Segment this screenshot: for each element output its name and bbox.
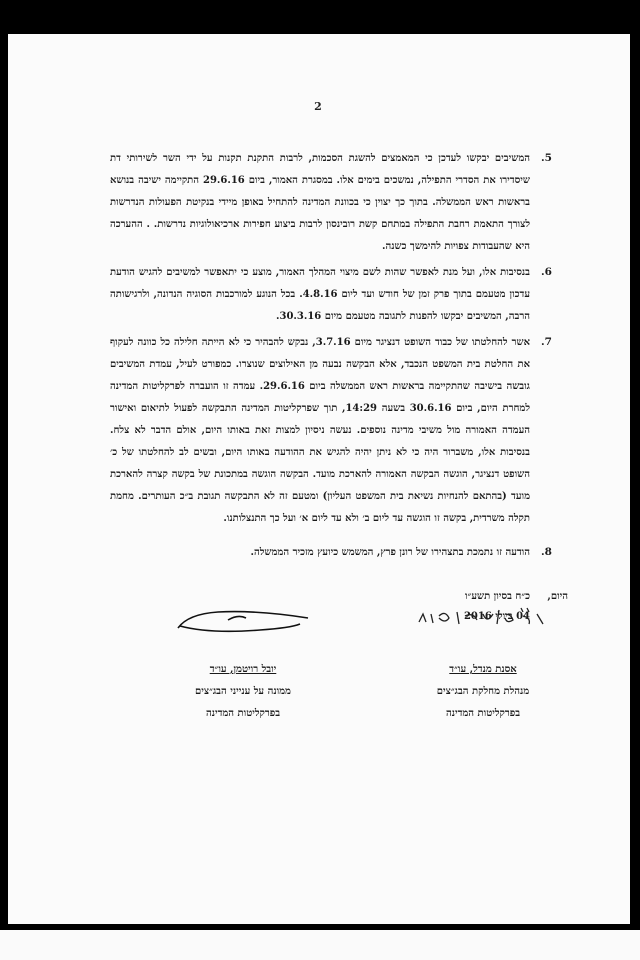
next-page-edge bbox=[0, 930, 640, 960]
hebrew-date: כ״ח בסיון תשע״ו bbox=[465, 591, 530, 602]
paragraph-text: הודעה זו נתמכת בתצהירו של רונן פרץ, המשמש כיועץ מזכיר הממשלה. bbox=[250, 547, 530, 558]
paragraph-number: .7 bbox=[541, 336, 552, 348]
signatory-org: בפרקליטות המדינה bbox=[445, 708, 521, 719]
paragraph-number: .6 bbox=[541, 266, 552, 278]
paragraph-number: .5 bbox=[541, 152, 552, 164]
document-page bbox=[8, 34, 630, 924]
signatory-title: ממונה על ענייני הבג״צים bbox=[194, 686, 291, 697]
signature-block-left bbox=[173, 659, 313, 725]
paragraph-number: .8 bbox=[541, 546, 552, 558]
handwritten-signature-right bbox=[413, 602, 553, 632]
signatory-org: בפרקליטות המדינה bbox=[205, 708, 281, 719]
signatory-name: אסנת מנדל, עו״ד bbox=[449, 664, 517, 675]
signatory-title: מנהלת מחלקת הבג״צים bbox=[436, 686, 530, 697]
paragraph-text: אשר להחלטתו של כבוד השופט דנציגר מיום 3.7.16, נבקש להבהיר כי לא הייתה חלילה כל כוונה לעקוף את החלטת בית המשפט הנכבד, אלא הבקשה נבעה מן האילוצים שנוצרו. כמפורט לעיל, עמדת המשיבים גובשה בישיבה שהתקיימה בראשות ראש הממשלה ביום 29.6.16. עמדה זו הועברה לפרקליטות המדינה למחרת היום, ביום 30.6.16 בשעה 14:29, תוך שפרקליטות המדינה התבקשה לפעול לתיאום ואישור העמדה האמורה מול משיבי מדינה נוספים. נעשה ניסיון למצות זאת באותו היום, אולם הדבר לא צלח. בנסיבות אלו, משברור היה כי לא ניתן יהיה להגיש את ההודעה באותו היום, ובשים לב להחלטתו של כ׳ השופט דנציגר, הוגשה הבקשה האמורה להארכת מועד. הבקשה הוגשה במתכונת של בקשה קצרה להארכת מועד (בהתאם להנחיות נשיאת בית המשפט העליון) ומטעם זה לא התבקשה תגובת ב״כ העותרים. מחמת תקלה משרדית, בקשה זו הוגשה עד ליום ב׳ ולא עד ליום א׳ ועל כך התנצלותנו. bbox=[110, 337, 531, 524]
gregorian-date: 04 ביולי 2016 bbox=[463, 611, 530, 622]
handwritten-signature-left bbox=[168, 602, 318, 642]
page-number: 2 bbox=[314, 100, 322, 113]
paragraph-text: בנסיבות אלו, ועל מנת לאפשר שהות לשם מיצוי המהלך האמור, מוצע כי יתאפשר למשיבים להגיש הודעת עדכון מטעמם בתוך פרק זמן של חודש ועד ליום 4.8.16. בכל הנוגע למורכבות הסוגיה הנדונה, ולרגישותה הרבה, המשיבים יבקשו להפנות לתגובה מטעמם מיום 30.3.16. bbox=[110, 267, 530, 322]
signature-block-right bbox=[413, 659, 553, 725]
signatory-name: יובל רויטמן, עו״ד bbox=[209, 664, 277, 675]
date-label: היום, bbox=[547, 591, 568, 602]
paragraph-text: המשיבים יבקשו לעדכן כי המאמצים להשגת הסכמות, לרבות התקנת תקנות על ידי השר לשירותי דת שיסדירו את הסדרי התפילה, נמשכים בימים אלו. במסגרת האמור, ביום 29.6.16 התקיימה ישיבה בנושא בראשות ראש הממשלה. בתוך כך יצוין כי בכוונת המדינה להתחיל באופן מיידי בנקיטת הפעולות הנדרשות לצורך התאמת רחבת התפילה במתחם קשת רובינסון לרבות ביצוע חפירות ארכיאולוגיות נדרשות. . ההערכה היא שהעבודות צפויות להימשך כשנה. bbox=[110, 153, 530, 252]
